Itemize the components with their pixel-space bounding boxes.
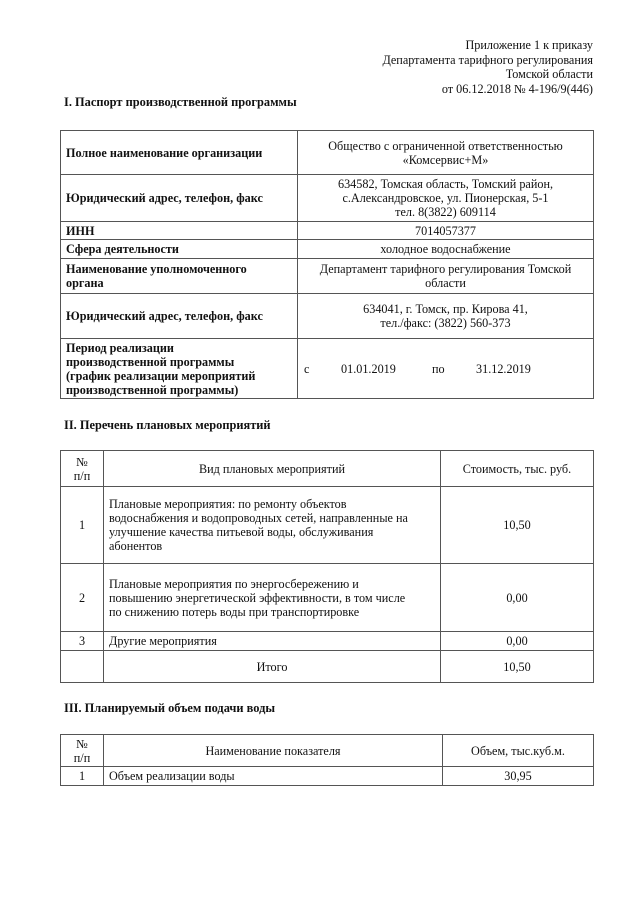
period-value xyxy=(298,339,594,399)
table-row xyxy=(61,294,594,339)
row-num: 1 xyxy=(61,767,104,786)
period-to-prefix: по xyxy=(432,361,445,376)
section2-title: II. Перечень плановых мероприятий xyxy=(64,418,271,432)
row-label: Юридический адрес, телефон, факс xyxy=(61,175,298,222)
row-value xyxy=(298,131,594,175)
header-num-line: п/п xyxy=(73,468,91,483)
table-row xyxy=(61,240,594,259)
header-name: Наименование показателя xyxy=(104,735,443,767)
table-row xyxy=(61,222,594,240)
row-value: 7014057377 xyxy=(298,222,594,240)
water-volume-table xyxy=(60,734,594,786)
section1-title: I. Паспорт производственной программы xyxy=(64,95,297,109)
passport-table xyxy=(60,130,594,399)
row-volume: 30,95 xyxy=(443,767,594,786)
row-name xyxy=(104,487,441,564)
label-line: Период реализации xyxy=(66,340,174,355)
name-line: абонентов xyxy=(109,539,163,553)
row-label xyxy=(61,339,298,399)
row-num: 2 xyxy=(61,564,104,632)
total-num-empty xyxy=(61,651,104,683)
row-name xyxy=(104,564,441,632)
row-label: Сфера деятельности xyxy=(61,240,298,259)
value-line: тел./факс: (3822) 560-373 xyxy=(380,316,511,330)
table-row xyxy=(61,339,594,399)
row-label: Юридический адрес, телефон, факс xyxy=(61,294,298,339)
label-line: (график реализации мероприятий xyxy=(66,368,256,383)
row-value xyxy=(298,294,594,339)
table-row xyxy=(61,487,594,564)
header-num-line: п/п xyxy=(73,750,91,765)
total-label: Итого xyxy=(104,651,441,683)
header-volume: Объем, тыс.куб.м. xyxy=(443,735,594,767)
label-line: производственной программы xyxy=(66,354,235,369)
appendix-line: от 06.12.2018 № 4-196/9(446) xyxy=(441,81,593,96)
label-line: Наименование уполномоченного xyxy=(66,262,247,276)
row-num: 3 xyxy=(61,632,104,651)
period-to-date: 31.12.2019 xyxy=(476,361,531,376)
row-cost: 0,00 xyxy=(441,632,594,651)
value-line: Департамент тарифного регулирования Томской xyxy=(319,262,572,276)
value-line: Общество с ограниченной ответственностью xyxy=(328,138,563,153)
appendix-line: Департамента тарифного регулирования xyxy=(382,52,593,67)
table-row xyxy=(61,131,594,175)
table-header-row xyxy=(61,735,594,767)
period-range xyxy=(304,362,588,376)
header-name: Вид плановых мероприятий xyxy=(104,451,441,487)
appendix-header xyxy=(382,38,593,96)
table-header-row xyxy=(61,451,594,487)
row-label: Полное наименование организации xyxy=(61,131,298,175)
row-label xyxy=(61,259,298,294)
row-cost: 0,00 xyxy=(441,564,594,632)
row-label: ИНН xyxy=(61,222,298,240)
row-name: Объем реализации воды xyxy=(104,767,443,786)
period-from-date: 01.01.2019 xyxy=(341,361,396,376)
name-line: Плановые мероприятия: по ремонту объектов xyxy=(109,497,347,511)
row-value xyxy=(298,175,594,222)
total-row xyxy=(61,651,594,683)
value-line: 634041, г. Томск, пр. Кирова 41, xyxy=(363,302,528,316)
period-from-prefix: с xyxy=(304,361,310,376)
header-num xyxy=(61,451,104,487)
name-line: повышению энергетической эффективности, в том числе xyxy=(109,590,406,605)
activities-table xyxy=(60,450,594,683)
header-cost: Стоимость, тыс. руб. xyxy=(441,451,594,487)
value-line: области xyxy=(425,276,466,290)
row-cost: 10,50 xyxy=(441,487,594,564)
section3-title: III. Планируемый объем подачи воды xyxy=(64,701,276,715)
value-line: с.Александровское, ул. Пионерская, 5-1 xyxy=(342,191,549,205)
row-name: Другие мероприятия xyxy=(104,632,441,651)
row-num: 1 xyxy=(61,487,104,564)
header-num xyxy=(61,735,104,767)
appendix-line: Приложение 1 к приказу xyxy=(465,38,593,52)
table-row xyxy=(61,175,594,222)
value-line: «Комсервис+М» xyxy=(402,152,489,167)
value-line: тел. 8(3822) 609114 xyxy=(395,205,496,219)
appendix-line: Томской области xyxy=(505,67,593,81)
total-cost: 10,50 xyxy=(441,651,594,683)
name-line: по снижению потерь воды при транспортировке xyxy=(109,604,360,619)
header-num-line: № xyxy=(76,736,88,751)
name-line: водоснабжения и водопроводных сетей, направленные на xyxy=(109,511,408,525)
name-line: Плановые мероприятия по энергосбережению и xyxy=(109,576,359,591)
table-row xyxy=(61,564,594,632)
value-line: 634582, Томская область, Томский район, xyxy=(337,177,554,191)
table-row xyxy=(61,259,594,294)
row-value: холодное водоснабжение xyxy=(298,240,594,259)
table-row xyxy=(61,767,594,786)
header-num-line: № xyxy=(76,454,88,469)
name-line: улучшение качества питьевой воды, обслуживания xyxy=(109,525,374,539)
label-line: производственной программы) xyxy=(66,382,239,397)
label-line: органа xyxy=(66,276,104,290)
row-value xyxy=(298,259,594,294)
table-row xyxy=(61,632,594,651)
